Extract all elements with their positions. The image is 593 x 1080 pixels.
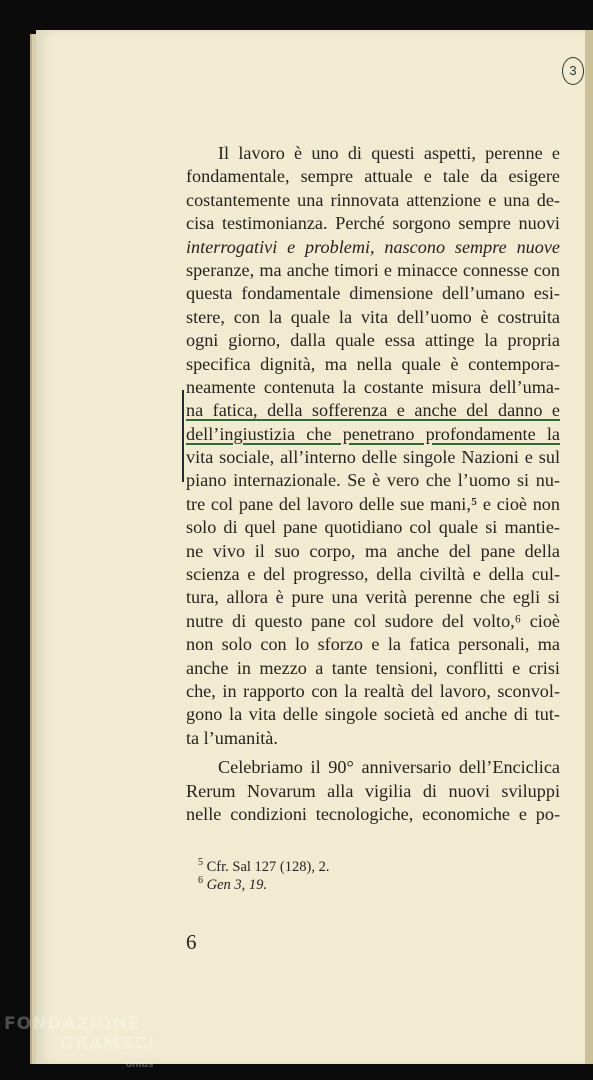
watermark-small: onlus xyxy=(126,1060,154,1070)
text-line: questa fondamentale dimensione dell’umano esi- xyxy=(186,283,560,304)
text-line: cisa testimonianza. Perché sorgono sempre nuovi xyxy=(186,213,560,234)
text-line-italic: interrogativi e problemi, nascono sempre nuove xyxy=(186,236,560,257)
text-line: che, in rapporto con la realtà del lavoro, sconvol- xyxy=(186,680,560,701)
margin-circled-number: 3 xyxy=(562,57,584,85)
text-line: gono la vita delle singole società ed anche di tut- xyxy=(186,704,560,725)
text-line: speranze, ma anche timori e minacce connesse con xyxy=(186,259,560,280)
page-number: 6 xyxy=(186,930,197,954)
text-line: ne vivo il suo corpo, ma anche del pane della xyxy=(186,540,560,561)
text-line: vita sociale, all’interno delle singole Nazioni e sul xyxy=(186,447,560,468)
page-edge xyxy=(585,30,593,1064)
text-line: neamente contenuta la costante misura dell’uma- xyxy=(186,376,560,397)
text-line: ogni giorno, dalla quale essa attinge la propria xyxy=(186,330,560,351)
text-line: costantemente una rinnovata attenzione e una de- xyxy=(186,189,560,210)
text-line: nelle condizioni tecnologiche, economiche e po- xyxy=(186,803,560,824)
body-text xyxy=(186,142,560,826)
text-line-underlined: na fatica, della sofferenza e anche del danno e xyxy=(186,400,560,421)
text-line: tre col pane del lavoro delle sue mani,⁵ e cioè non xyxy=(186,493,560,514)
footnote-number: 5 xyxy=(198,857,203,869)
text-line: non solo con lo sforzo e la fatica personali, ma xyxy=(186,634,560,655)
text-line: specifica dignità, ma nella quale è contempora- xyxy=(186,353,560,374)
text-line: stere, con la quale la vita dell’uomo è costruita xyxy=(186,306,560,327)
watermark-line-1: FONDAZIONE xyxy=(4,1014,141,1034)
text-line: scienza e del progresso, della civiltà e della cul- xyxy=(186,564,560,585)
text-line: Celebriamo il 90° anniversario dell’Enciclica xyxy=(218,757,560,778)
margin-bracket-mark xyxy=(182,390,184,482)
watermark-line-2: GRAMSCI xyxy=(60,1034,156,1054)
text-line-underlined: dell’ingiustizia che penetrano profondamente la xyxy=(186,423,560,444)
footnote-text: Cfr. Sal 127 (128), 2. xyxy=(206,859,330,875)
text-line: Il lavoro è uno di questi aspetti, perenne e xyxy=(218,143,560,163)
footnote xyxy=(198,876,329,894)
text-line: ta l’umanità. xyxy=(186,727,278,748)
footnote-number: 6 xyxy=(198,875,203,887)
watermark-logo xyxy=(4,1014,156,1070)
footnote xyxy=(198,858,329,876)
footnotes xyxy=(198,858,329,894)
text-line: piano internazionale. Se è vero che l’uomo si nu- xyxy=(186,470,560,491)
text-line: anche in mezzo a tante tensioni, conflitti e crisi xyxy=(186,657,560,678)
footnote-text: Gen 3, 19. xyxy=(206,877,268,893)
text-line: nutre di questo pane col sudore del volto,⁶ cioè xyxy=(186,610,560,631)
text-line: fondamentale, sempre attuale e tale da esigere xyxy=(186,166,560,187)
text-line: solo di quel pane quotidiano col quale si mantie- xyxy=(186,517,560,538)
text-line: Rerum Novarum alla vigilia di nuovi sviluppi xyxy=(186,780,560,801)
text-line: tura, allora è pure una verità perenne che egli si xyxy=(186,587,560,608)
